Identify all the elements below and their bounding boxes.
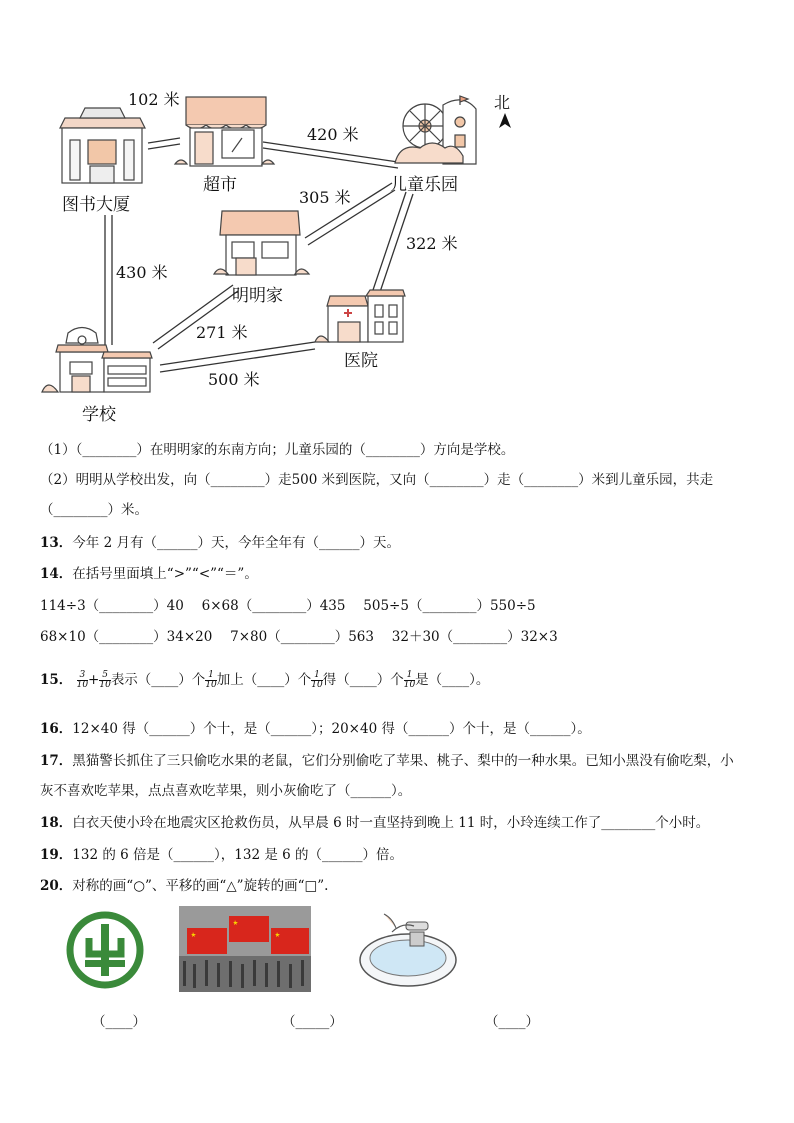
question-number: 17． (40, 753, 73, 769)
supermarket-building (175, 97, 274, 166)
flag-parade-image (179, 906, 311, 992)
question-17-cont: 灰不喜欢吃苹果，点点喜欢吃苹果，则小灰偷吃了（______）。 (40, 783, 412, 799)
distance-park-hospital: 322 米 (406, 234, 458, 253)
answer-blank-3[interactable]: （____） (485, 1014, 539, 1030)
question-number: 13． (40, 535, 73, 551)
distance-school-hospital: 500 米 (208, 370, 260, 389)
map-figure (0, 0, 794, 430)
question-number: 14． (40, 566, 73, 582)
question-number: 19． (40, 847, 73, 863)
question-text: 今年 2 月有（______）天，今年全年有（______）天。 (72, 535, 400, 551)
question-16 (40, 717, 591, 737)
home-label: 明明家 (232, 286, 283, 306)
question-text: 12×40 得（______）个十，是（______）；20×40 得（______）个十，是（______）。 (72, 721, 591, 737)
park-label: 儿童乐园 (390, 175, 458, 195)
text-a: 表示（____）个 (110, 672, 206, 688)
fraction-1-10: $\frac{1}{10}$ (403, 670, 416, 690)
question-19 (40, 843, 403, 863)
distance-school-home: 271 米 (196, 323, 248, 342)
text-c: 得（____）个 (322, 672, 404, 688)
question-number: 15． (40, 672, 73, 688)
question-number: 18． (40, 815, 73, 831)
question-text: 白衣天使小玲在地震灾区抢救伤员，从早晨 6 时一直坚持到晚上 11 时，小玲连续工作了________个小时。 (72, 815, 710, 831)
fraction-3-10: $\frac{3}{10}$ (76, 670, 89, 690)
question-14-row-1: 114÷3（________）40 6×68（________）435 505÷5（________）550÷5 (40, 598, 536, 614)
library-label: 图书大厦 (62, 195, 130, 215)
answer-blank-1[interactable]: （____） (92, 1014, 146, 1030)
hospital-label: 医院 (344, 351, 378, 371)
north-arrow-icon (499, 113, 511, 128)
north-label: 北 (494, 93, 511, 112)
question-15 (40, 668, 489, 690)
distance-library-school: 430 米 (116, 263, 168, 282)
faucet-image (344, 906, 462, 994)
map-drawing (0, 0, 794, 430)
question-17 (40, 749, 734, 769)
answer-blank-2[interactable]: （_____） (282, 1014, 343, 1030)
question-13 (40, 531, 400, 551)
fraction-5-10: $\frac{5}{10}$ (99, 670, 111, 690)
question-text: 对称的画“○”、平移的画“△”旋转的画“□”. (72, 878, 329, 894)
question-12-part-2-cont: （________）米。 (40, 502, 148, 518)
plus-sign: + (88, 672, 100, 688)
question-number: 20． (40, 878, 73, 894)
fraction-1-10: $\frac{1}{10}$ (311, 670, 323, 690)
question-12-part-1: （1）（________）在明明家的东南方向；儿童乐园的（________）方向是学校。 (40, 442, 515, 458)
question-text: 黑猫警长抓住了三只偷吃水果的老鼠，它们分别偷吃了苹果、桃子、梨中的一种水果。已知小黑没有偷吃梨，小 (72, 753, 734, 769)
question-14-row-2: 68×10（________）34×20 7×80（________）563 32＋30（________）32×3 (40, 629, 558, 645)
question-14 (40, 562, 258, 582)
home-building (214, 211, 309, 275)
question-text: 在括号里面填上“>”“<”“＝”。 (72, 566, 258, 582)
distance-library-supermarket: 102 米 (128, 90, 180, 109)
distance-supermarket-park: 420 米 (307, 125, 359, 144)
hospital-building (315, 290, 405, 342)
question-12-part-2: （2）明明从学校出发，向（________）走500 米到医院，又向（________）走（________）米到儿童乐园，共走 (40, 472, 714, 488)
question-20 (40, 874, 328, 894)
bank-logo-image (65, 910, 145, 990)
park-building (395, 96, 476, 164)
fraction-1-10: $\frac{1}{10}$ (205, 670, 217, 690)
question-text: 132 的 6 倍是（______），132 是 6 的（______）倍。 (72, 847, 404, 863)
text-d: 是（____）。 (415, 672, 490, 688)
question-number: 16． (40, 721, 73, 737)
school-building (42, 328, 152, 393)
supermarket-label: 超市 (203, 175, 237, 195)
question-18 (40, 811, 709, 831)
library-building (60, 108, 145, 183)
distance-home-park: 305 米 (299, 188, 351, 207)
text-b: 加上（____）个 (216, 672, 312, 688)
school-label: 学校 (82, 405, 116, 425)
